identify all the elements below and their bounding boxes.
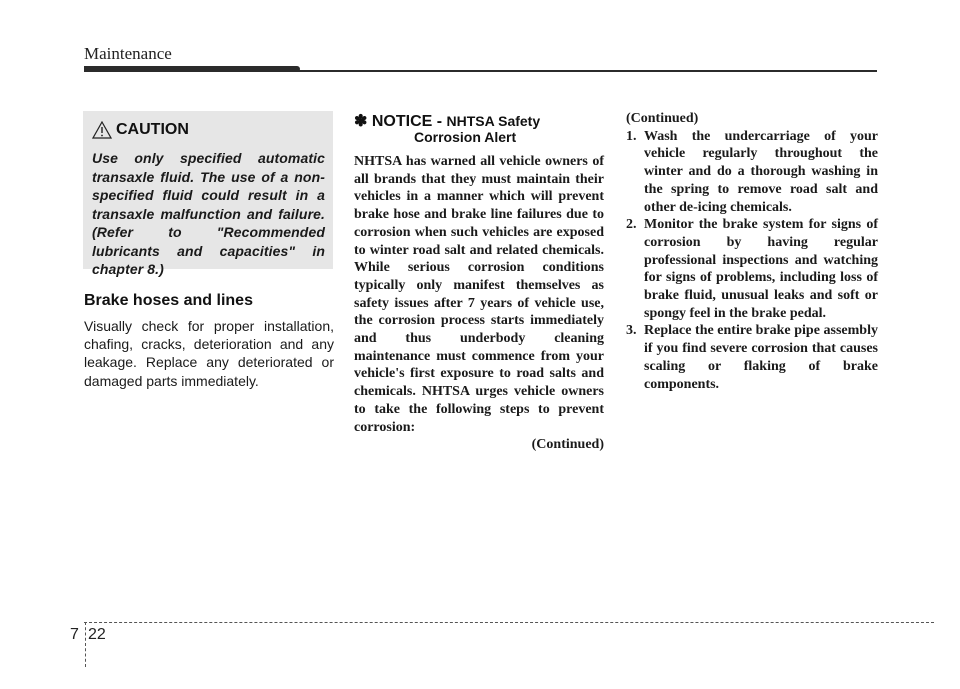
caution-header — [92, 119, 325, 141]
step-text: Replace the entire brake pipe assembly if you find severe corrosion that causes scaling or flaking of brake components. — [644, 323, 878, 392]
footer-divider — [85, 622, 86, 667]
notice-continued: (Continued) — [531, 437, 604, 453]
caution-text: Use only specified automatic transaxle fluid. The use of a non-specified fluid could result in a transaxle malfunction and failure. (Refer to "Recommended lubricants and capacities" in chapter 8.) — [92, 150, 325, 277]
page-number: 22 — [88, 626, 106, 643]
section-body-brake-hoses: Visually check for proper installation, chafing, cracks, deterioration and any leakage. Replace any deteriorated or damaged parts immediately. — [84, 318, 334, 389]
header-rule-thin — [296, 70, 877, 72]
steps-column — [626, 110, 878, 393]
notice-heading — [354, 111, 604, 145]
steps-continued: (Continued) — [626, 111, 699, 126]
header-rule-thick — [84, 66, 300, 72]
step-number: 3. — [626, 323, 637, 339]
notice-prefix: ✽ NOTICE - — [354, 113, 447, 130]
list-item — [626, 322, 878, 393]
warning-triangle-icon — [92, 121, 112, 139]
step-text: Monitor the brake system for signs of corrosion by having regular professional inspections and watching for signs of problems, including loss of brake fluid, unusual leaks and soft or spongy feel in the brake pedal. — [644, 217, 878, 321]
notice-body-text: NHTSA has warned all vehicle owners of all brands that they must maintain their vehicles in a manner which will prevent brake hose and brake line failures due to corrosion when such vehicles are exposed to winter road salt and related chemicals. While serious corrosion conditions typically only manifest themselves as safety issues after 7 years of vehicle use, the corrosion process starts immediately and thus underbody cleaning maintenance must commence from your vehicle's first exposure to road salts and chemicals. NHTSA urges vehicle owners to take the following steps to prevent corrosion: — [354, 154, 604, 435]
step-number: 1. — [626, 128, 637, 144]
section-heading-brake-hoses: Brake hoses and lines — [84, 292, 253, 309]
step-number: 2. — [626, 217, 637, 233]
notice-title-line2: Corrosion Alert — [414, 129, 517, 145]
notice-block — [354, 111, 604, 454]
page-chapter-number: 7 — [70, 626, 79, 643]
footer-rule — [84, 622, 934, 623]
page-header-title: Maintenance — [84, 44, 172, 63]
list-item — [626, 216, 878, 322]
notice-title-line1: NHTSA Safety — [446, 113, 541, 129]
list-item — [626, 128, 878, 217]
caution-label: CAUTION — [116, 121, 189, 138]
caution-box — [83, 111, 333, 277]
step-text: Wash the undercarriage of your vehicle regularly throughout the winter and do a thorough washing in the spring to remove road salt and other de-icing chemicals. — [644, 128, 878, 215]
notice-body — [354, 153, 604, 454]
